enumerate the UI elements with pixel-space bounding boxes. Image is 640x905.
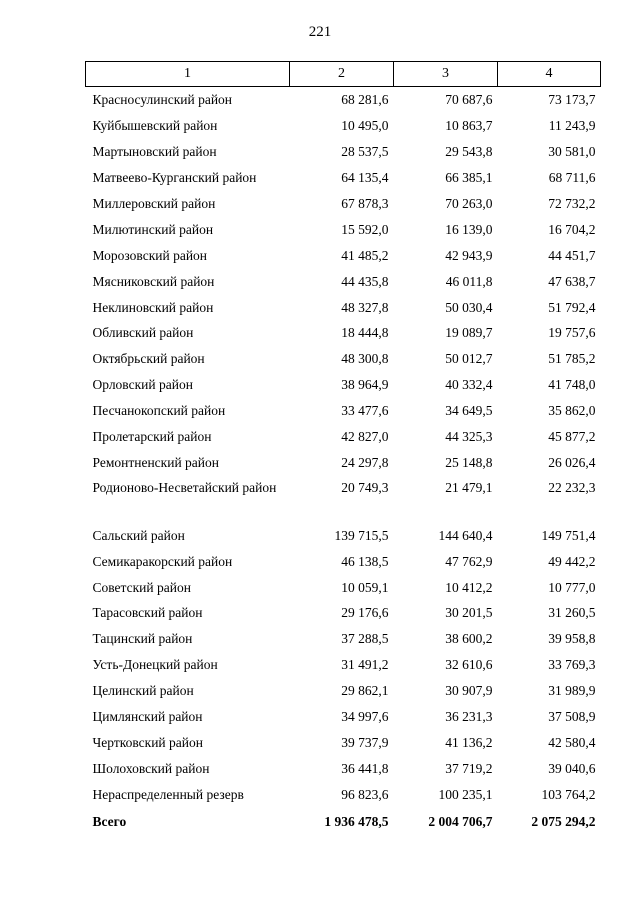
value-col2-cell: 10 059,1 <box>341 579 389 595</box>
value-col2-cell: 18 444,8 <box>341 325 389 341</box>
value-col4-cell: 68 711,6 <box>548 170 596 186</box>
value-col4-cell: 41 748,0 <box>548 377 596 393</box>
district-name-cell: Нераспределенный резерв <box>92 786 244 802</box>
value-col3-cell: 46 011,8 <box>445 273 493 289</box>
table-row <box>86 678 601 704</box>
value-col4-cell: 10 777,0 <box>548 579 596 595</box>
value-col2-cell: 41 485,2 <box>341 247 389 263</box>
value-col3-cell: 21 479,1 <box>445 480 493 496</box>
value-col3-cell: 37 719,2 <box>445 760 493 776</box>
value-col3-cell: 66 385,1 <box>445 170 493 186</box>
value-col2-cell: 24 297,8 <box>341 454 389 470</box>
table-row <box>86 87 601 113</box>
district-name-cell: Семикаракорский район <box>92 553 233 569</box>
table-row <box>86 574 601 600</box>
district-name-cell: Куйбышевский район <box>92 118 218 134</box>
value-col4-cell: 33 769,3 <box>548 657 596 673</box>
table-row <box>86 704 601 730</box>
district-name-cell: Пролетарский район <box>92 429 212 445</box>
district-name-cell: Шолоховский район <box>92 760 210 776</box>
table-row <box>86 346 601 372</box>
value-col3-cell: 44 325,3 <box>445 429 493 445</box>
value-col4-cell: 37 508,9 <box>548 709 596 725</box>
table-row <box>86 600 601 626</box>
value-col2-cell: 139 715,5 <box>334 527 389 543</box>
value-col4-cell: 31 989,9 <box>548 683 596 699</box>
district-name-cell: Красносулинский район <box>92 92 233 108</box>
district-name-cell: Ремонтненский район <box>92 454 219 470</box>
value-col3-cell: 34 649,5 <box>445 403 493 419</box>
value-col4-cell: 51 785,2 <box>548 351 596 367</box>
value-col3-cell: 70 263,0 <box>445 196 493 211</box>
value-col2-cell: 48 300,8 <box>341 351 389 367</box>
district-name-cell: Миллеровский район <box>92 196 216 211</box>
value-col4-cell: 26 026,4 <box>548 454 596 470</box>
value-col2-cell: 67 878,3 <box>341 196 389 211</box>
value-col2-cell: 33 477,6 <box>341 403 389 419</box>
column-header-4: 4 <box>498 62 601 87</box>
value-col4-cell: 51 792,4 <box>548 299 596 315</box>
column-header-3: 3 <box>394 62 498 87</box>
value-col4-cell: 49 442,2 <box>548 553 596 569</box>
value-col4-cell: 44 451,7 <box>548 247 596 263</box>
value-col3-cell: 30 907,9 <box>445 683 493 699</box>
district-name-cell: Мартыновский район <box>92 144 217 160</box>
table-row <box>86 755 601 781</box>
value-col2-cell: 68 281,6 <box>341 92 389 108</box>
table-row <box>86 165 601 191</box>
table-row <box>86 216 601 242</box>
value-col2-cell: 44 435,8 <box>341 273 389 289</box>
table-row <box>86 729 601 755</box>
total-label: Всего <box>92 814 127 830</box>
table-row <box>86 398 601 424</box>
table-row <box>86 475 601 522</box>
value-col3-cell: 41 136,2 <box>445 734 493 750</box>
value-col4-cell: 45 877,2 <box>548 429 596 445</box>
value-col3-cell: 50 012,7 <box>445 351 493 367</box>
total-row <box>86 807 601 836</box>
total-value-col2: 1 936 478,5 <box>324 814 389 830</box>
district-name-cell: Морозовский район <box>92 247 208 263</box>
district-name-cell: Мясниковский район <box>92 273 215 289</box>
column-header-2: 2 <box>290 62 394 87</box>
value-col2-cell: 29 862,1 <box>341 683 389 699</box>
table-row <box>86 652 601 678</box>
district-name-cell: Песчанокопский район <box>92 403 226 419</box>
table-row <box>86 320 601 346</box>
district-name-cell: Матвеево-Курганский район <box>92 170 257 186</box>
district-name-cell: Тацинский район <box>92 631 193 647</box>
table-row <box>86 372 601 398</box>
value-col3-cell: 30 201,5 <box>445 605 493 621</box>
value-col2-cell: 96 823,6 <box>341 786 389 802</box>
table-row <box>86 294 601 320</box>
value-col4-cell: 73 173,7 <box>548 92 596 108</box>
table-row <box>86 242 601 268</box>
district-name-cell: Усть-Донецкий район <box>92 657 218 673</box>
table-row <box>86 781 601 807</box>
value-col3-cell: 38 600,2 <box>445 631 493 647</box>
value-col3-cell: 25 148,8 <box>445 454 493 470</box>
district-name-cell: Орловский район <box>92 377 193 393</box>
value-col3-cell: 29 543,8 <box>445 144 493 160</box>
district-name-cell: Сальский район <box>92 527 185 543</box>
value-col4-cell: 19 757,6 <box>548 325 596 341</box>
value-col4-cell: 31 260,5 <box>548 605 596 621</box>
table-row <box>86 626 601 652</box>
district-name-cell: Целинский район <box>92 683 194 699</box>
value-col4-cell: 103 764,2 <box>541 786 596 802</box>
total-value-col3: 2 004 706,7 <box>428 814 493 830</box>
table-row <box>86 139 601 165</box>
value-col2-cell: 38 964,9 <box>341 377 389 393</box>
header-row <box>86 62 601 87</box>
value-col3-cell: 144 640,4 <box>438 527 493 543</box>
value-col4-cell: 30 581,0 <box>548 144 596 160</box>
table-row <box>86 522 601 548</box>
data-table <box>85 61 601 836</box>
table-row <box>86 424 601 450</box>
table-row <box>86 268 601 294</box>
district-name-cell: Родионово-Несветайский район <box>92 480 277 496</box>
value-col2-cell: 29 176,6 <box>341 605 389 621</box>
value-col4-cell: 11 243,9 <box>548 118 596 134</box>
value-col2-cell: 39 737,9 <box>341 734 389 750</box>
value-col2-cell: 31 491,2 <box>341 657 389 673</box>
district-name-cell: Советский район <box>92 579 191 595</box>
district-name-cell: Милютинский район <box>92 221 214 237</box>
value-col2-cell: 37 288,5 <box>341 631 389 647</box>
value-col4-cell: 47 638,7 <box>548 273 596 289</box>
value-col3-cell: 70 687,6 <box>445 92 493 108</box>
district-name-cell: Октябрьский район <box>92 351 205 367</box>
value-col3-cell: 19 089,7 <box>445 325 493 341</box>
value-col3-cell: 100 235,1 <box>438 786 493 802</box>
value-col4-cell: 72 732,2 <box>548 196 596 211</box>
value-col4-cell: 149 751,4 <box>541 527 596 543</box>
table-row <box>86 191 601 217</box>
district-name-cell: Обливский район <box>92 325 194 341</box>
value-col3-cell: 10 412,2 <box>445 579 493 595</box>
value-col3-cell: 32 610,6 <box>445 657 493 673</box>
value-col2-cell: 42 827,0 <box>341 429 389 445</box>
value-col4-cell: 22 232,3 <box>548 480 596 496</box>
value-col2-cell: 28 537,5 <box>341 144 389 160</box>
value-col2-cell: 36 441,8 <box>341 760 389 776</box>
value-col2-cell: 34 997,6 <box>341 709 389 725</box>
value-col4-cell: 39 958,8 <box>548 631 596 647</box>
page-number: 221 <box>308 24 332 40</box>
value-col3-cell: 10 863,7 <box>445 118 493 134</box>
value-col2-cell: 15 592,0 <box>341 221 389 237</box>
table-row <box>86 548 601 574</box>
district-name-cell: Чертковский район <box>92 734 203 750</box>
value-col3-cell: 40 332,4 <box>445 377 493 393</box>
district-name-cell: Тарасовский район <box>92 605 203 621</box>
value-col4-cell: 35 862,0 <box>548 403 596 419</box>
table-body <box>86 87 601 808</box>
value-col3-cell: 36 231,3 <box>445 709 493 725</box>
total-value-col4: 2 075 294,2 <box>531 814 596 830</box>
value-col2-cell: 20 749,3 <box>341 480 389 496</box>
value-col2-cell: 46 138,5 <box>341 553 389 569</box>
value-col4-cell: 39 040,6 <box>548 760 596 776</box>
table-row <box>86 449 601 475</box>
value-col4-cell: 16 704,2 <box>548 221 596 237</box>
value-col3-cell: 47 762,9 <box>445 553 493 569</box>
district-name-cell: Цимлянский район <box>92 709 203 725</box>
table-row <box>86 113 601 139</box>
value-col3-cell: 50 030,4 <box>445 299 493 315</box>
value-col2-cell: 48 327,8 <box>341 299 389 315</box>
value-col2-cell: 10 495,0 <box>341 118 389 134</box>
value-col2-cell: 64 135,4 <box>341 170 389 186</box>
value-col3-cell: 42 943,9 <box>445 247 493 263</box>
value-col4-cell: 42 580,4 <box>548 734 596 750</box>
column-header-1: 1 <box>86 62 290 87</box>
district-name-cell: Неклиновский район <box>92 299 214 315</box>
value-col3-cell: 16 139,0 <box>445 221 493 237</box>
